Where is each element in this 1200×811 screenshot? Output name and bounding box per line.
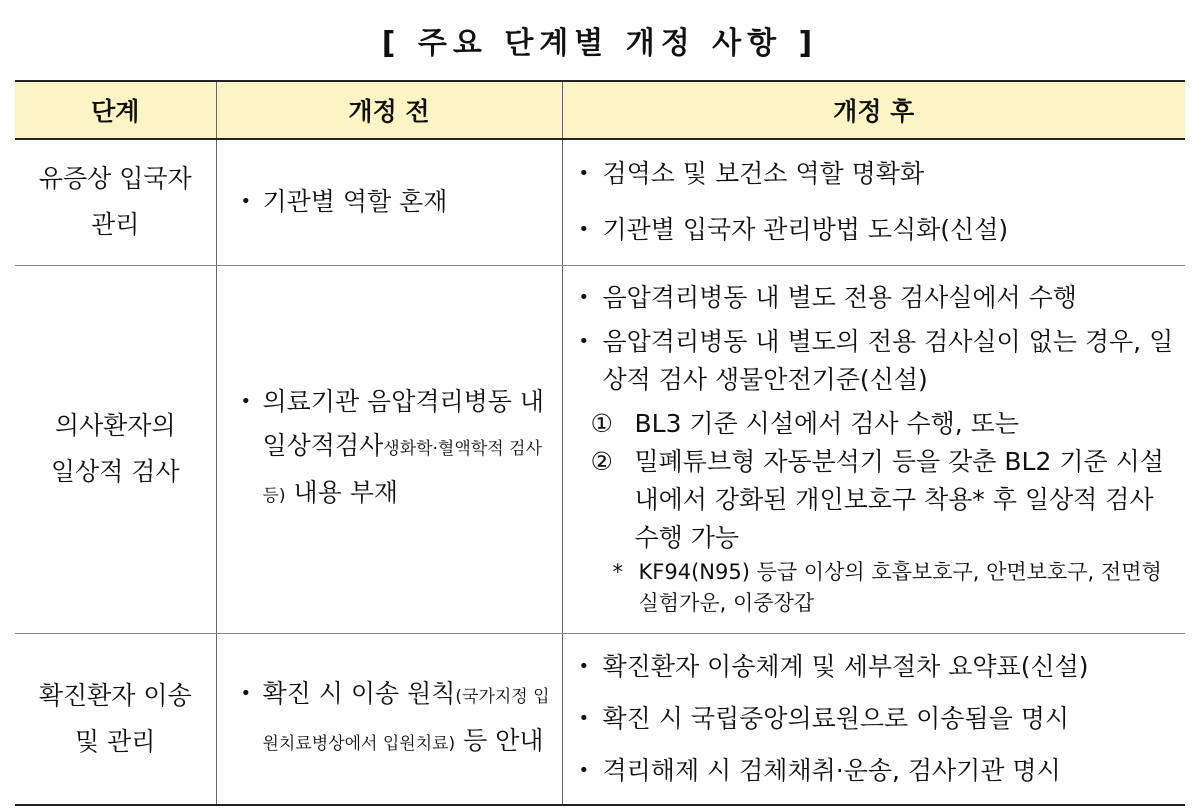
after-cell [562,265,1185,633]
table-row [15,139,1185,265]
list-item: • 확진환자 이송체계 및 세부절차 요약표(신설) [573,641,1186,693]
stage-cell: 확진환자 이송 및 관리 [15,633,216,805]
list-item: • 기관별 입국자 관리방법 도식화(신설) [573,202,1186,258]
document-title: [ 주요 단계별 개정 사항 ] [381,26,819,61]
sub-item: ① BL3 기준 시설에서 검사 수행, 또는 [590,409,1019,438]
list-item: • 음압격리병동 내 별도의 전용 검사실이 없는 경우, 일상적 검사 생물안전기준(신설) [573,323,1186,399]
sub-item: ② 밀폐튜브형 자동분석기 등을 갖춘 BL2 기준 시설 내에서 강화된 개인보호구 착용* 후 일상적 검사 수행 가능 [590,447,1164,552]
after-cell [562,139,1185,265]
footnote: * KF94(N95) 등급 이상의 호흡보호구, 안면보호구, 전면형 실험가운, 이중장갑 [612,560,1162,615]
header-before: 개정 전 [216,81,562,139]
before-cell [216,265,562,633]
table-row [15,633,1185,805]
list-item: • 검역소 및 보건소 역할 명확화 [573,146,1186,202]
after-cell [562,633,1185,805]
before-cell [216,633,562,805]
list-item: • 확진 시 이송 원칙(국가지정 입원치료병상에서 입원치료) 등 안내 [235,672,562,766]
header-after: 개정 후 [562,81,1185,139]
header-stage: 단계 [15,81,216,139]
stage-cell: 의사환자의 일상적 검사 [15,265,216,633]
table-header-row [15,81,1185,139]
revision-table [15,80,1185,806]
list-item: • 음압격리병동 내 별도 전용 검사실에서 수행 [573,279,1186,317]
list-item: • 의료기관 음압격리병동 내 일상적검사생화학·혈액학적 검사 등) 내용 부재 [235,380,562,518]
list-item: • 기관별 역할 혼재 [235,181,562,223]
table-row [15,265,1185,633]
stage-cell: 유증상 입국자 관리 [15,139,216,265]
before-cell [216,139,562,265]
list-item: • 격리해제 시 검체채취·운송, 검사기관 명시 [573,745,1186,797]
list-item: • 확진 시 국립중앙의료원으로 이송됨을 명시 [573,693,1186,745]
